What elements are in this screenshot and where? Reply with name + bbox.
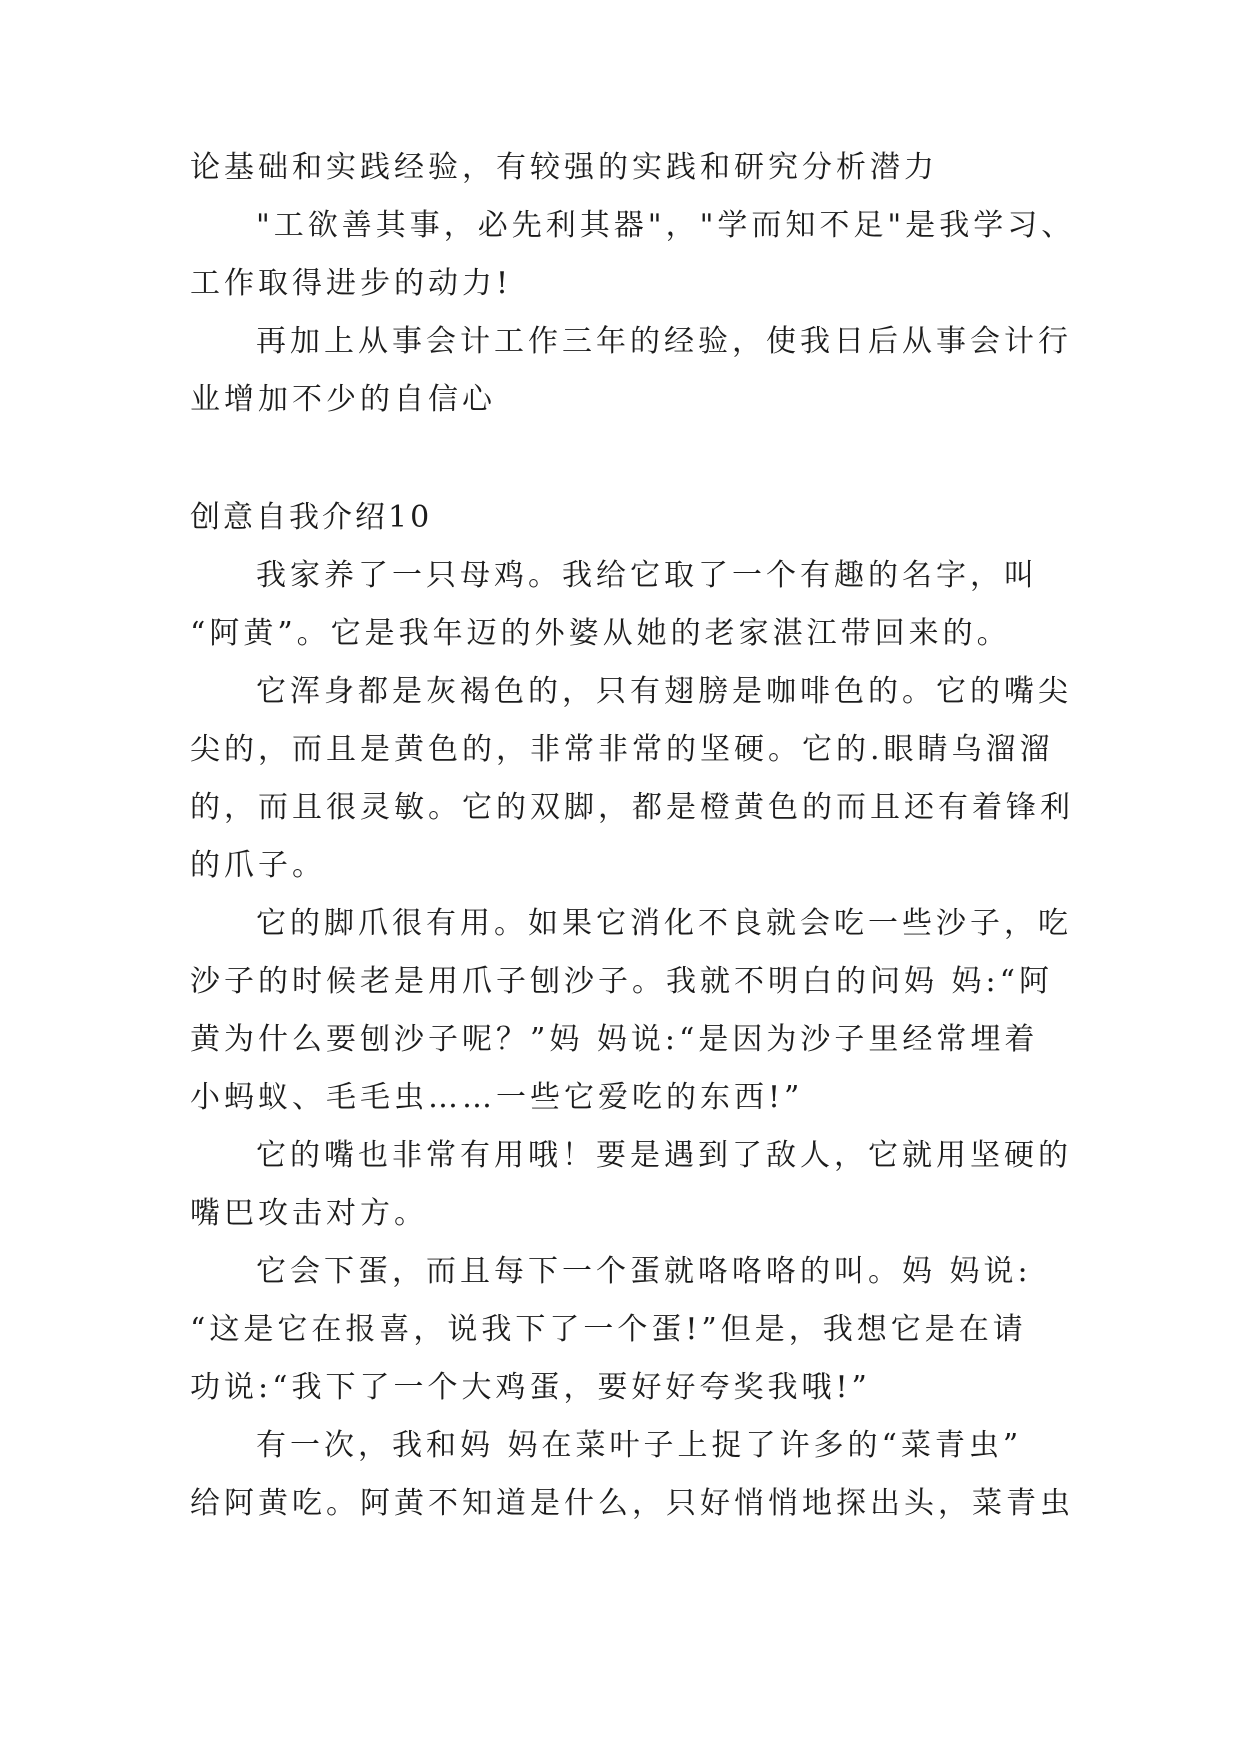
paragraph-line: 它的脚爪很有用。如果它消化不良就会吃一些沙子，吃 — [256, 906, 1072, 941]
paragraph-line: 的爪子。 — [190, 848, 326, 883]
paragraph-line: 黄为什么要刨沙子呢？”妈 妈说:“是因为沙子里经常埋着 — [190, 1022, 1039, 1057]
paragraph-line: 嘴巴攻击对方。 — [190, 1196, 428, 1231]
paragraph-line: “这是它在报喜，说我下了一个蛋!”但是，我想它是在请 — [190, 1312, 1027, 1347]
paragraph-line: 沙子的时候老是用爪子刨沙子。我就不明白的问妈 妈:“阿 — [190, 964, 1053, 999]
paragraph-line: 给阿黄吃。阿黄不知道是什么，只好悄悄地探出头，菜青虫 — [190, 1486, 1074, 1521]
paragraph-line: 小蚂蚁、毛毛虫……一些它爱吃的东西!” — [190, 1080, 804, 1115]
paragraph-line: 我家养了一只母鸡。我给它取了一个有趣的名字，叫 — [256, 558, 1038, 593]
paragraph-line: 工作取得进步的动力! — [190, 266, 513, 301]
paragraph-line: “阿黄”。它是我年迈的外婆从她的老家湛江带回来的。 — [190, 616, 1011, 651]
paragraph-line: 业增加不少的自信心 — [190, 382, 496, 417]
paragraph-line: 它浑身都是灰褐色的，只有翅膀是咖啡色的。它的嘴尖 — [256, 674, 1072, 709]
paragraph-line: 功说:“我下了一个大鸡蛋，要好好夸奖我哦!” — [190, 1370, 871, 1405]
section-title: 创意自我介绍10 — [190, 500, 433, 535]
paragraph-line: "工欲善其事，必先利其器"，"学而知不足"是我学习、 — [256, 208, 1076, 243]
paragraph-line: 它的嘴也非常有用哦！要是遇到了敌人，它就用坚硬的 — [256, 1138, 1072, 1173]
paragraph-line: 再加上从事会计工作三年的经验，使我日后从事会计行 — [256, 324, 1072, 359]
paragraph-line: 它会下蛋，而且每下一个蛋就咯咯咯的叫。妈 妈说: — [256, 1254, 1032, 1289]
paragraph-line: 的，而且很灵敏。它的双脚，都是橙黄色的而且还有着锋利 — [190, 790, 1074, 825]
paragraph-line: 尖的，而且是黄色的，非常非常的坚硬。它的.眼睛乌溜溜 — [190, 732, 1054, 767]
paragraph-line: 论基础和实践经验，有较强的实践和研究分析潜力 — [190, 150, 938, 185]
paragraph-line: 有一次，我和妈 妈在菜叶子上捉了许多的“菜青虫” — [256, 1428, 1023, 1463]
